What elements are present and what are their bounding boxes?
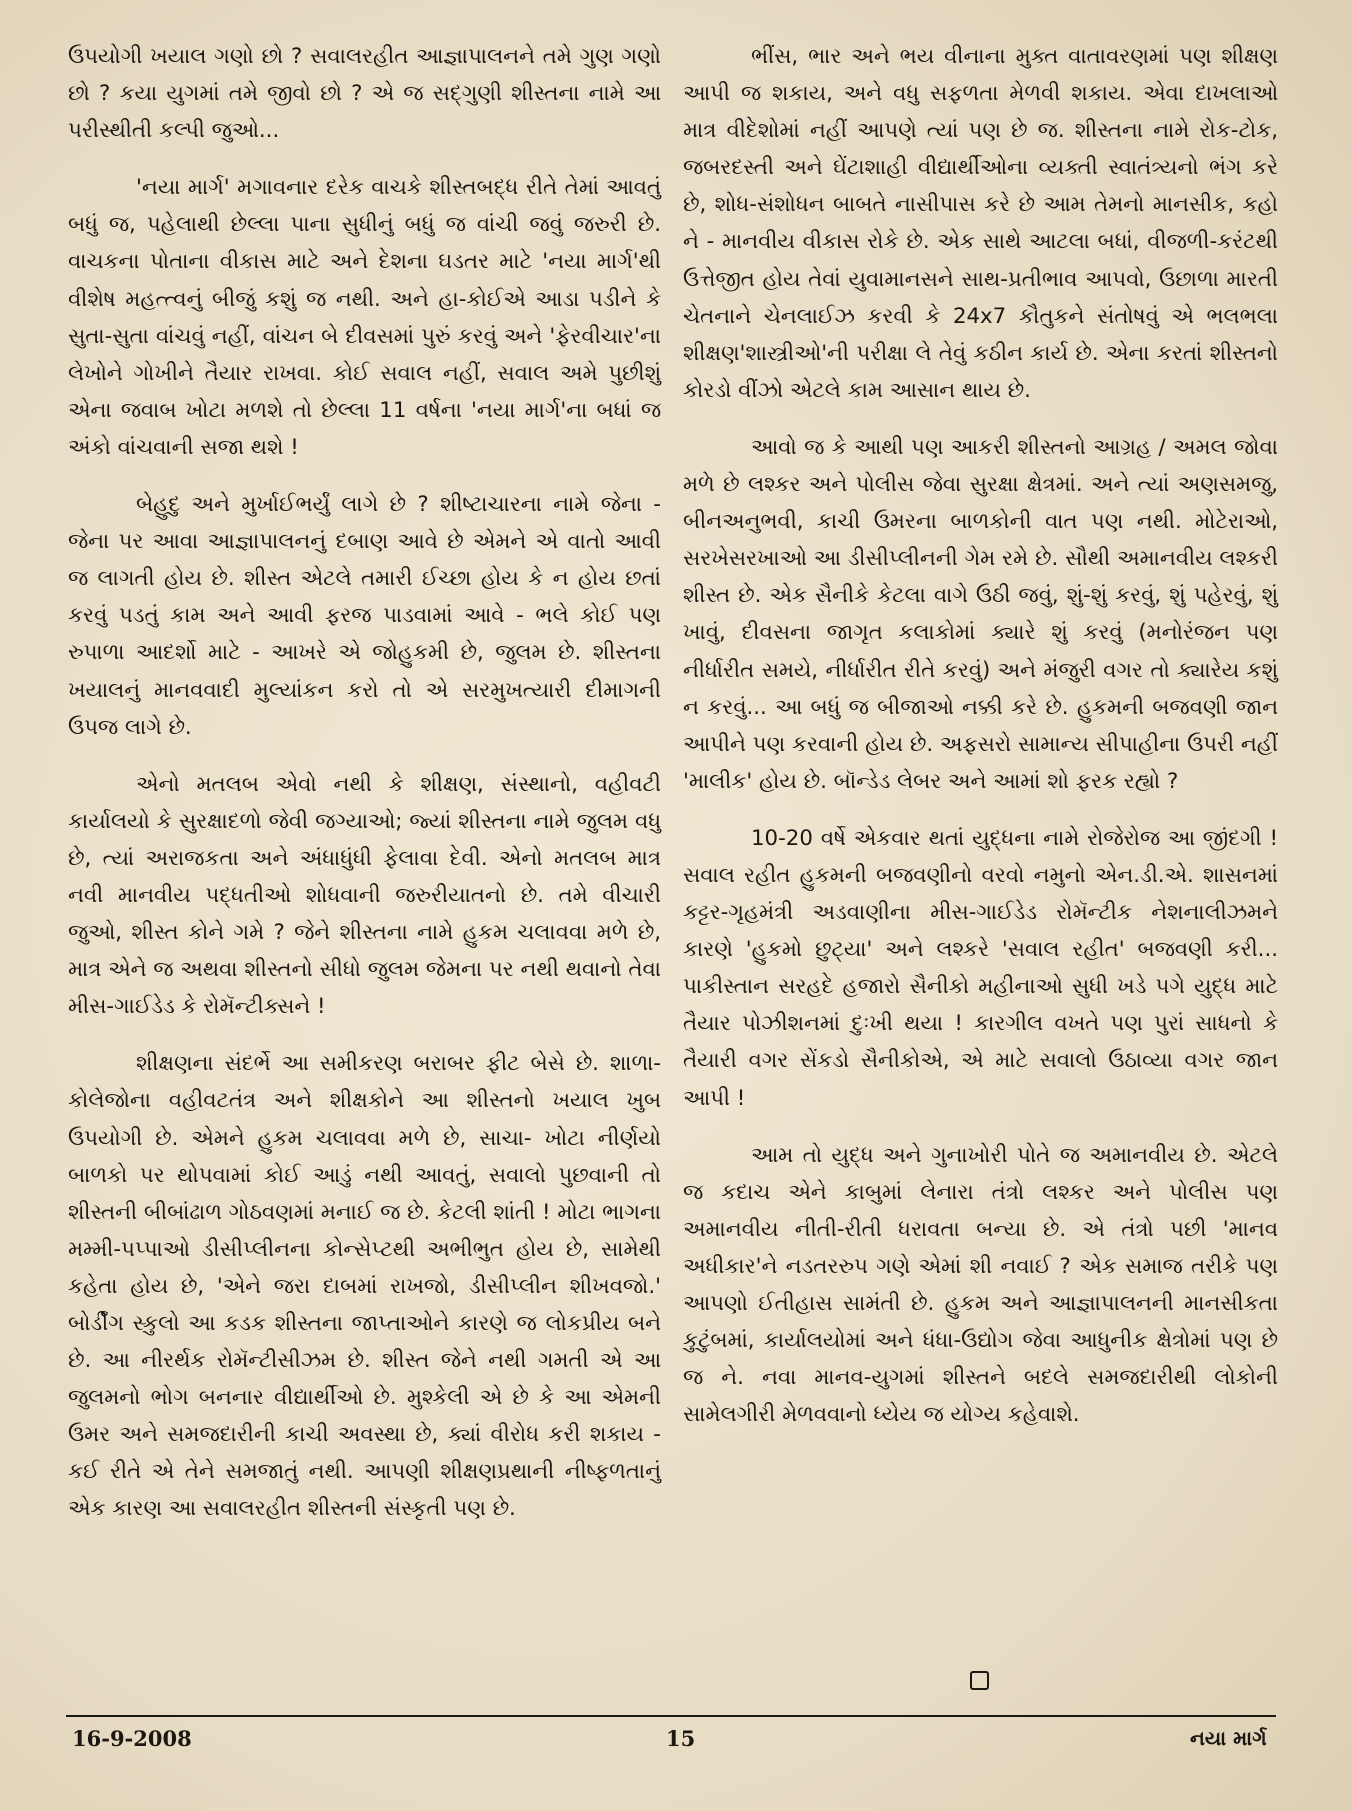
paragraph: આવો જ કે આથી પણ આકરી શીસ્તનો આગ્રહ / અમલ જોવા મળે છે લશ્કર અને પોલીસ જેવા સુરક્ષા ક્ષેત્રમાં. અને ત્યાં અણસમજુ, બીનઅનુભવી, કાચી ઉમરના બાળકોની વાત પણ નથી. મોટેરાઓ, સરખેસરખાઓ આ ડીસીપ્લીનની ગેમ રમે છે. સૌથી અમાનવીય લશ્કરી શીસ્ત છે. એક સૈનીકે કેટલા વાગે ઉઠી જવું, શું-શું કરવું, શું પહેરવું, શું ખાવું, દીવસના જાગૃત કલાકોમાં ક્યારે શું કરવું (મનોરંજન પણ નીર્ધારીત સમયે, નીર્ધારીત રીતે કરવું) અને મંજુરી વગર તો ક્યારેય કશું ન કરવું... આ બધું જ બીજાઓ નક્કી કરે છે. હુકમની બજવણી જાન આપીને પણ કરવાની હોય છે. અફસરો સામાન્ય સીપાહીના ઉપરી નહીં 'માલીક' હોય છે. બૉન્ડેડ લેબર અને આમાં શો ફરક રહ્યો ? <box>683 434 1278 794</box>
paragraph: શીક્ષણના સંદર્ભે આ સમીકરણ બરાબર ફીટ બેસે છે. શાળા-કોલેજોના વહીવટતંત્ર અને શીક્ષકોને આ શીસ્તનો ખયાલ ખુબ ઉપયોગી છે. એમને હુકમ ચલાવવા મળે છે, સાચા- ખોટા નીર્ણયો બાળકો પર થોપવામાં કોઈ આડું નથી આવતું, સવાલો પુછવાની તો શીસ્તની બીબાંઢાળ ગોઠવણમાં મનાઈ જ છે. કેટલી શાંતી ! મોટા ભાગના મમ્મી-પપ્પાઓ ડીસીપ્લીનના કોન્સેપ્ટથી અભીભુત હોય છે, સામેથી કહેતા હોય છે, 'એને જરા દાબમાં રાખજો, ડીસીપ્લીન શીખવજો.' બોર્ડીંગ સ્કુલો આ કડક શીસ્તના જાપ્તાઓને કારણે જ લોકપ્રીય બને છે. આ નીરર્થક રોમૅન્ટીસીઝમ છે. શીસ્ત જેને નથી ગમતી એ આ જુલમનો ભોગ બનનાર વીદ્યાર્થીઓ છે. મુશ્કેલી એ છે કે આ એમની ઉમર અને સમજદારીની કાચી અવસ્થા છે, ક્યાં વીરોધ કરી શકાય - કઈ રીતે એ તેને સમજાતું નથી. આપણી શીક્ષણપ્રથાની નીષ્ફળતાનું એક કારણ આ સવાલરહીત શીસ્તની સંસ્કૃતી પણ છે. <box>68 1051 661 1522</box>
paragraph: આમ તો યુદ્ધ અને ગુનાખોરી પોતે જ અમાનવીય છે. એટલે જ કદાચ એને કાબુમાં લેનારા તંત્રો લશ્કર અને પોલીસ પણ અમાનવીય નીતી-રીતી ધરાવતા બન્યા છે. એ તંત્રો પછી 'માનવ અધીકાર'ને નડતરરુપ ગણે એમાં શી નવાઈ ? એક સમાજ તરીકે પણ આપણો ઈતીહાસ સામંતી છે. હુકમ અને આજ્ઞાપાલનની માનસીકતા કુટુંબમાં, કાર્યાલયોમાં અને ધંધા-ઉદ્યોગ જેવા આધુનીક ક્ષેત્રોમાં પણ છે જ ને. નવા માનવ-યુગમાં શીસ્તને બદલે સમજદારીથી લોકોની સામેલગીરી મેળવવાનો ધ્યેય જ યોગ્ય કહેવાશે. <box>683 1142 1278 1428</box>
page-number: 15 <box>666 1726 696 1751</box>
paragraph: 'નયા માર્ગ' મગાવનાર દરેક વાચકે શીસ્તબદ્ધ રીતે તેમાં આવતું બધું જ, પહેલાથી છેલ્લા પાના સુધીનું બધું જ વાંચી જવું જરુરી છે. વાચકના પોતાના વીકાસ માટે અને દેશના ઘડતર માટે 'નયા માર્ગ'થી વીશેષ મહત્ત્વનું બીજું કશું જ નથી. અને હા-કોઈએ આડા પડીને કે સુતા-સુતા વાંચવું નહીં, વાંચન બે દીવસમાં પુરું કરવું અને 'ફેરવીચાર'ના લેખોને ગોખીને તૈયાર રાખવા. કોઈ સવાલ નહીં, સવાલ અમે પુછીશું એના જવાબ ખોટા મળશે તો છેલ્લા 11 વર્ષના 'નયા માર્ગ'ના બધાં જ અંકો વાંચવાની સજા થશે ! <box>68 175 661 460</box>
paragraph: ભીંસ, ભાર અને ભય વીનાના મુક્ત વાતાવરણમાં પણ શીક્ષણ આપી જ શકાય, અને વધુ સફળતા મેળવી શકાય. એવા દાખલાઓ માત્ર વીદેશોમાં નહીં આપણે ત્યાં પણ છે જ. શીસ્તના નામે રોક-ટોક, જબરદસ્તી અને ઘેંટાશાહી વીદ્યાર્થીઓના વ્યક્તી સ્વાતંત્ર્યનો ભંગ કરે છે, શોધ-સંશોધન બાબતે નાસીપાસ કરે છે આમ તેમનો માનસીક, કહો ને - માનવીય વીકાસ રોકે છે. એક સાથે આટલા બધાં, વીજળી-કરંટથી ઉત્તેજીત હોય તેવાં યુવામાનસને સાથ-પ્રતીભાવ આપવો, ઉછાળા મારતી ચેતનાને ચેનલાઈઝ કરવી કે 24x7 કૌતુકને સંતોષવું એ ભલભલા શીક્ષણ'શાસ્ત્રીઓ'ની પરીક્ષા લે તેવું કઠીન કાર્ય છે. એના કરતાં શીસ્તનો કોરડો વીંઝો એટલે કામ આસાન થાય છે. <box>683 44 1278 403</box>
right-column <box>683 38 1278 1453</box>
paragraph: એનો મતલબ એવો નથી કે શીક્ષણ, સંસ્થાનો, વહીવટી કાર્યાલયો કે સુરક્ષાદળો જેવી જગ્યાઓ; જ્યાં શીસ્તના નામે જુલમ વધુ છે, ત્યાં અરાજકતા અને અંધાધુંધી ફેલાવા દેવી. એનો મતલબ માત્ર નવી માનવીય પદ્ધતીઓ શોધવાની જરુરીયાતનો છે. તમે વીચારી જુઓ, શીસ્ત કોને ગમે ? જેને શીસ્તના નામે હુકમ ચલાવવા મળે છે, માત્ર એને જ અથવા શીસ્તનો સીધો જુલમ જેમના પર નથી થવાનો તેવા મીસ-ગાઈડેડ કે રોમૅન્ટીક્સને ! <box>68 771 661 1020</box>
square-end-mark-icon <box>970 1671 989 1690</box>
publication-title: નયા માર્ગ <box>1190 1726 1267 1750</box>
paragraph: 10-20 વર્ષે એકવાર થતાં યુદ્ધના નામે રોજેરોજ આ જીંદગી ! સવાલ રહીત હુકમની બજવણીનો વરવો નમુનો એન.ડી.એ. શાસનમાં કટ્ટર-ગૃહમંત્રી અડવાણીના મીસ-ગાઈડેડ રોમૅન્ટીક નેશનાલીઝમને કારણે 'હુકમો છુટ્યા' અને લશ્કરે 'સવાલ રહીત' બજવણી કરી... પાકીસ્તાન સરહદે હજારો સૈનીકો મહીનાઓ સુધી ખડે પગે યુદ્ધ માટે તૈયાર પોઝીશનમાં દુઃખી થયા ! કારગીલ વખતે પણ પુરાં સાધનો કે તૈયારી વગર સેંકડો સૈનીકોએ, એ માટે સવાલો ઉઠાવ્યા વગર જાન આપી ! <box>683 825 1278 1111</box>
paragraph: બેહુદુ અને મુર્ખાઈભર્યું લાગે છે ? શીષ્ટાચારના નામે જેના - જેના પર આવા આજ્ઞાપાલનનું દબાણ આવે છે એમને એ વાતો આવી જ લાગતી હોય છે. શીસ્ત એટલે તમારી ઈચ્છા હોય કે ન હોય છતાં કરવું પડતું કામ અને આવી ફરજ પાડવામાં આવે - ભલે કોઈ પણ રુપાળા આદર્શો માટે - આખરે એ જોહુકમી છે, જુલમ છે. શીસ્તના ખયાલનું માનવવાદી મુલ્યાંકન કરો તો એ સરમુખત્યારી દીમાગની ઉપજ લાગે છે. <box>68 492 661 740</box>
footer-date: 16-9-2008 <box>72 1726 192 1751</box>
paragraph: ઉપયોગી ખયાલ ગણો છો ? સવાલરહીત આજ્ઞાપાલનને તમે ગુણ ગણો છો ? કયા યુગમાં તમે જીવો છો ? એ જ સદ્‌ગુણી શીસ્તના નામે આ પરીસ્થીતી કલ્પી જુઓ... <box>68 44 661 144</box>
left-column <box>68 38 661 1548</box>
footer-divider <box>66 1715 1276 1717</box>
